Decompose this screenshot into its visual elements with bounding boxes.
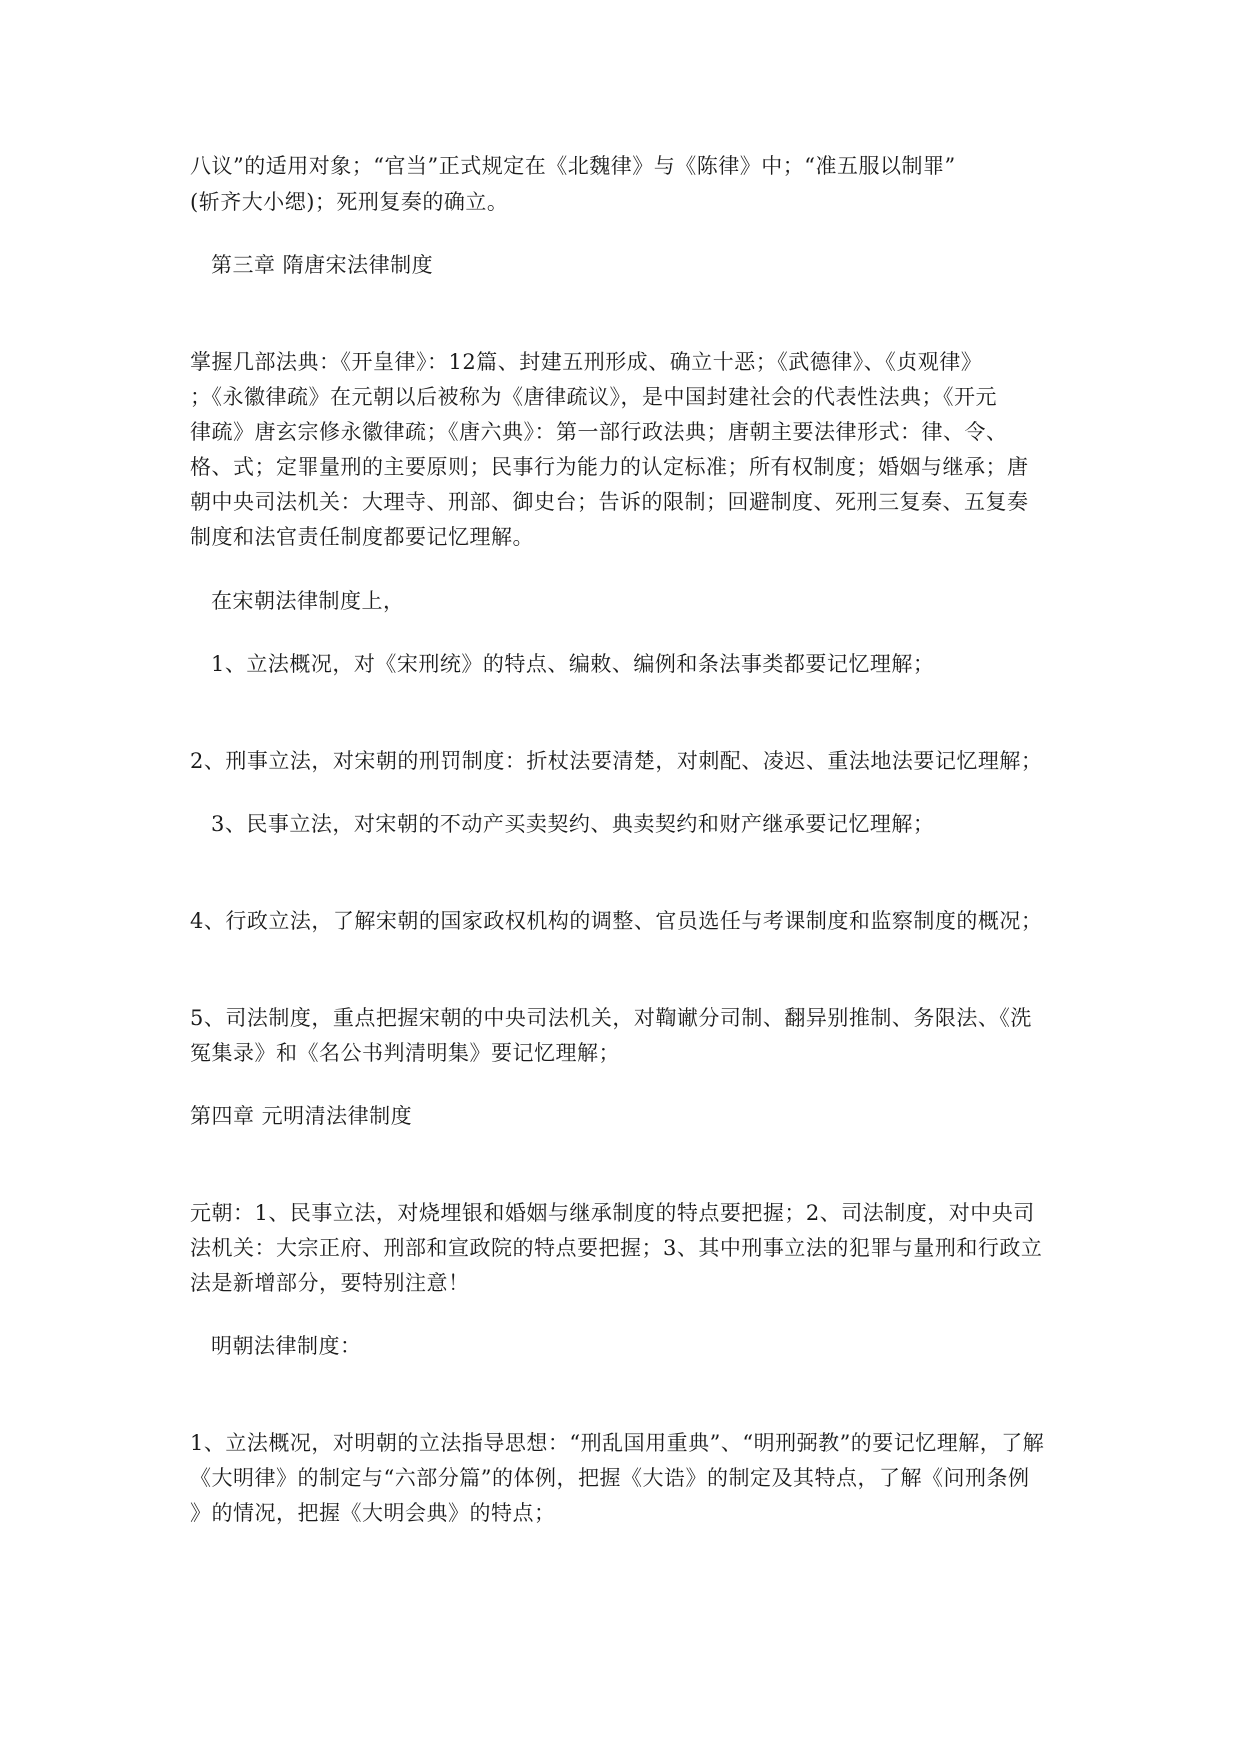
text-line: 》的情况，把握《大明会典》的特点； bbox=[190, 1501, 556, 1525]
text-line: 制度和法官责任制度都要记忆理解。 bbox=[190, 525, 534, 549]
text-line: 掌握几部法典：《开皇律》：12篇、封建五刑形成、确立十恶；《武德律》、《贞观律》 bbox=[190, 350, 983, 374]
text-line: 在宋朝法律制度上， bbox=[211, 589, 405, 613]
text-line: 八议”的适用对象；“官当”正式规定在《北魏律》与《陈律》中；“准五服以制罪” bbox=[190, 154, 956, 178]
text-line: 元朝：1、民事立法，对烧埋银和婚姻与继承制度的特点要把握；2、司法制度，对中央司 bbox=[190, 1201, 1035, 1225]
text-line: 法机关：大宗正府、刑部和宣政院的特点要把握；3、其中刑事立法的犯罪与量刑和行政立 bbox=[190, 1236, 1043, 1260]
text-line: ；《永徽律疏》在元朝以后被称为《唐律疏议》，是中国封建社会的代表性法典；《开元 bbox=[190, 385, 997, 409]
list-item: 1、立法概况，对明朝的立法指导思想：“刑乱国用重典”、“明刑弼教”的要记忆理解，了解 bbox=[190, 1431, 1045, 1455]
text-line: 冤集录》和《名公书判清明集》要记忆理解； bbox=[190, 1041, 620, 1065]
text-line: 《大明律》的制定与“六部分篇”的体例，把握《大诰》的制定及其特点，了解《问刑条例 bbox=[190, 1466, 1030, 1490]
list-item: 4、行政立法，了解宋朝的国家政权机构的调整、官员选任与考课制度和监察制度的概况； bbox=[190, 909, 1043, 933]
text-line: (斩齐大小缌)；死刑复奏的确立。 bbox=[190, 190, 509, 214]
text-line: 明朝法律制度： bbox=[211, 1334, 362, 1358]
chapter-heading: 第三章 隋唐宋法律制度 bbox=[211, 253, 434, 277]
list-item: 1、立法概况，对《宋刑统》的特点、编敕、编例和条法事类都要记忆理解； bbox=[211, 652, 935, 676]
list-item: 5、司法制度，重点把握宋朝的中央司法机关，对鞫谳分司制、翻异别推制、务限法、《洗 bbox=[190, 1006, 1032, 1030]
list-item: 2、刑事立法，对宋朝的刑罚制度：折杖法要清楚，对刺配、凌迟、重法地法要记忆理解； bbox=[190, 749, 1043, 773]
chapter-heading: 第四章 元明清法律制度 bbox=[190, 1104, 413, 1128]
text-line: 律疏》唐玄宗修永徽律疏；《唐六典》：第一部行政法典；唐朝主要法律形式：律、令、 bbox=[190, 420, 1008, 444]
text-line: 朝中央司法机关：大理寺、刑部、御史台；告诉的限制；回避制度、死刑三复奏、五复奏 bbox=[190, 490, 1029, 514]
text-line: 法是新增部分，要特别注意！ bbox=[190, 1271, 470, 1295]
text-line: 格、式；定罪量刑的主要原则；民事行为能力的认定标准；所有权制度；婚姻与继承；唐 bbox=[190, 455, 1029, 479]
list-item: 3、民事立法，对宋朝的不动产买卖契约、典卖契约和财产继承要记忆理解； bbox=[211, 812, 935, 836]
